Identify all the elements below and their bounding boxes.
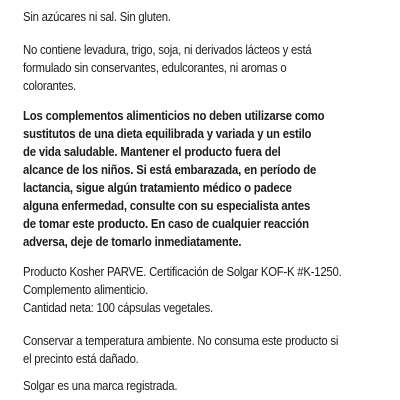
text-line: Cantidad neta: 100 cápsulas vegetales. [23, 301, 213, 315]
text-line: sustitutos de una dieta equilibrada y variada y un estilo [23, 127, 312, 141]
dietary-claims-paragraph [23, 8, 383, 26]
product-info-paragraph [23, 263, 383, 317]
warning-paragraph [23, 107, 383, 251]
text-line: formulado sin conservantes, edulcorantes, ni aromas o [23, 61, 287, 75]
text-line: Solgar es una marca registrada. [23, 379, 178, 393]
text-line: Sin azúcares ni sal. Sin gluten. [23, 10, 171, 24]
text-line: Los complementos alimenticios no deben utilizarse como [23, 109, 325, 123]
text-line: de vida saludable. Mantener el producto fuera del [23, 145, 281, 159]
text-line: alcance de los niños. Si está embarazada, en período de [23, 163, 317, 177]
text-line: Complemento alimenticio. [23, 283, 149, 297]
text-line: alguna enfermedad, consulte con su especialista antes [23, 199, 311, 213]
text-line: el precinto está dañado. [23, 352, 139, 366]
text-line: colorantes. [23, 79, 76, 93]
storage-paragraph [23, 332, 383, 368]
text-line: Producto Kosher PARVE. Certificación de Solgar KOF-K #K-1250. [23, 265, 342, 279]
text-line: de tomar este producto. En caso de cualquier reacción [23, 217, 309, 231]
trademark-paragraph [23, 377, 383, 395]
free-from-paragraph [23, 41, 383, 95]
text-line: adversa, deje de tomarlo inmediatamente. [23, 235, 242, 249]
text-line: lactancia, sigue algún tratamiento médico o padece [23, 181, 292, 195]
text-line: Conservar a temperatura ambiente. No consuma este producto si [23, 334, 339, 348]
text-line: No contiene levadura, trigo, soja, ni derivados lácteos y está [23, 43, 312, 57]
